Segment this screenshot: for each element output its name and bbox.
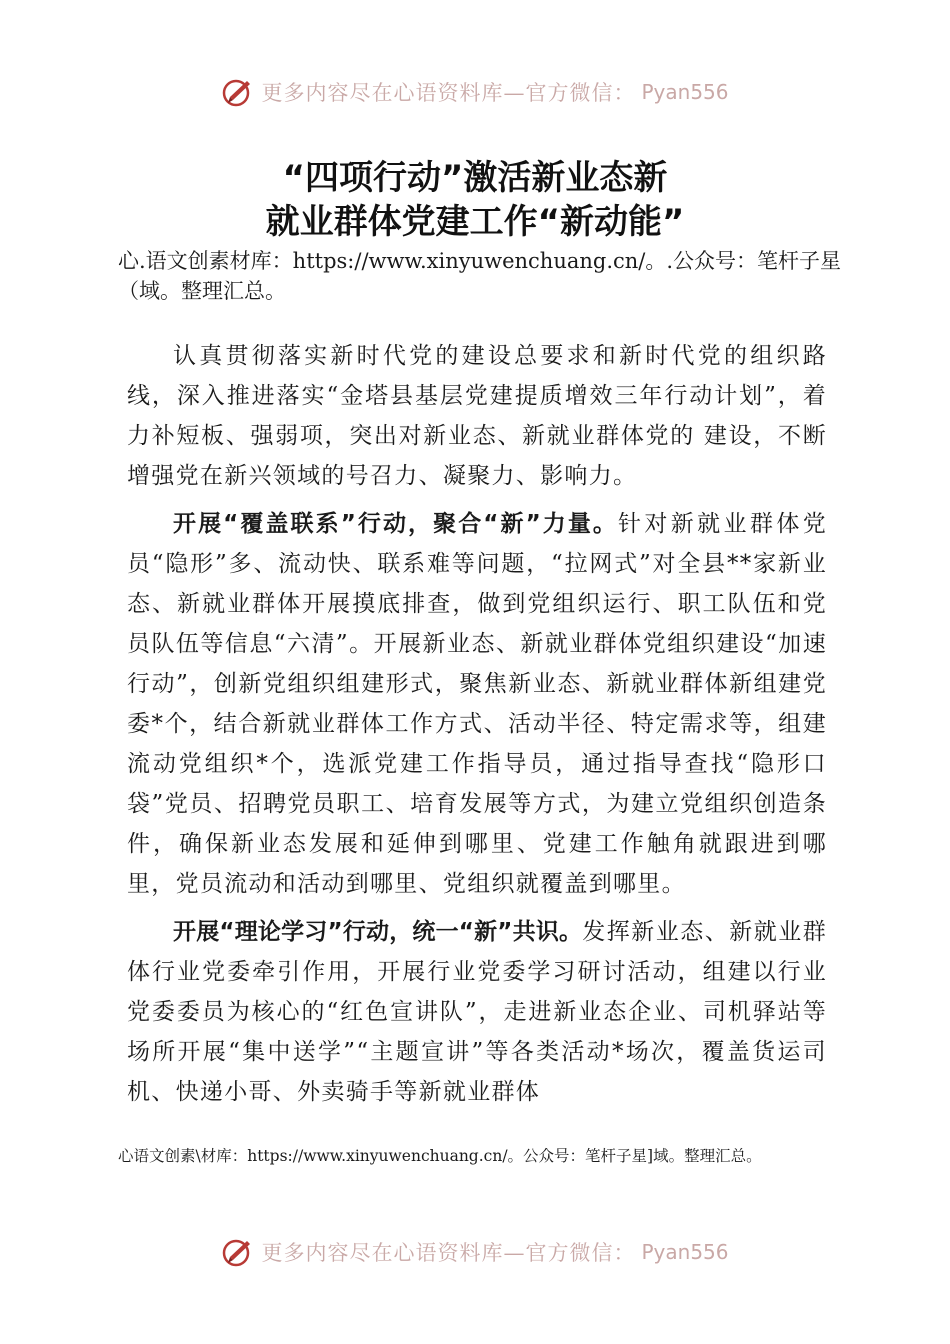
paragraph-coverage-action bbox=[127, 504, 827, 904]
paragraph-text: 认真贯彻落实新时代党的建设总要求和新时代党的组织路线，深入推进落实“金塔县基层党建提质增效三年行动计划”，着力补短板、强弱项，突出对新业态、新就业群体党的 建设，不断增强党在新兴领域的号召力、凝聚力、影响力。 bbox=[127, 343, 827, 489]
watermark-text: 更多内容尽在心语资料库—官方微信： bbox=[261, 81, 636, 105]
paragraph-lead: 开展“理论学习”行动，统一“新”共识。 bbox=[173, 919, 583, 945]
watermark-wechat-id: Pyan556 bbox=[641, 1240, 729, 1264]
paragraph-text: 针对新就业群体党员“隐形”多、流动快、联系难等问题，“拉网式”对全县**家新业态、新就业群体开展摸底排查，做到党组织运行、职工队伍和党员队伍等信息“六清”。开展新业态、新就业群体党组织建设“加速行动”，创新党组织组建形式，聚焦新业态、新就业群体新组建党委*个，结合新就业群体工作方式、活动半径、特定需求等，组建流动党组织*个，选派党建工作指导员，通过指导查找“隐形口袋”党员、招聘党员职工、培育发展等方式，为建立党组织创造条件，确保新业态发展和延伸到哪里、党建工作触角就跟进到哪里，党员流动和活动到哪里、党组织就覆盖到哪里。 bbox=[127, 511, 828, 897]
pen-logo-icon bbox=[221, 1235, 255, 1269]
document-body bbox=[127, 336, 827, 1120]
document-title-line-2: 就业群体党建工作“新动能” bbox=[265, 202, 685, 242]
paragraph-intro bbox=[127, 336, 827, 496]
paragraph-lead: 开展“覆盖联系”行动，聚合“新”力量。 bbox=[173, 511, 619, 537]
paragraph-text: 发挥新业态、新就业群体行业党委牵引作用，开展行业党委学习研讨活动，组建以行业党委委员为核心的“红色宣讲队”，走进新业态企业、司机驿站等场所开展“集中送学”“主题宣讲”等各类活动*场次，覆盖货运司机、快递小哥、外卖骑手等新就业群体 bbox=[127, 919, 827, 1105]
watermark-wechat-id: Pyan556 bbox=[641, 80, 729, 104]
paragraph-theory-action bbox=[127, 912, 827, 1112]
pen-logo-icon bbox=[221, 75, 255, 109]
watermark-text: 更多内容尽在心语资料库—官方微信： bbox=[261, 1241, 636, 1265]
footer-watermark bbox=[0, 1232, 950, 1272]
document-title-line-1: “四项行动”激活新业态新 bbox=[282, 158, 668, 198]
footer-source-note: 心语文创素\材库：https://www.xinyuwenchuang.cn/。公众号：笔杆子星]域。整理汇总。 bbox=[118, 1147, 762, 1165]
source-note: 心.语文创素材库：https://www.xinyuwenchuang.cn/。.公众号：笔杆子星（域。整理汇总。 bbox=[118, 249, 842, 303]
header-watermark bbox=[0, 72, 950, 112]
